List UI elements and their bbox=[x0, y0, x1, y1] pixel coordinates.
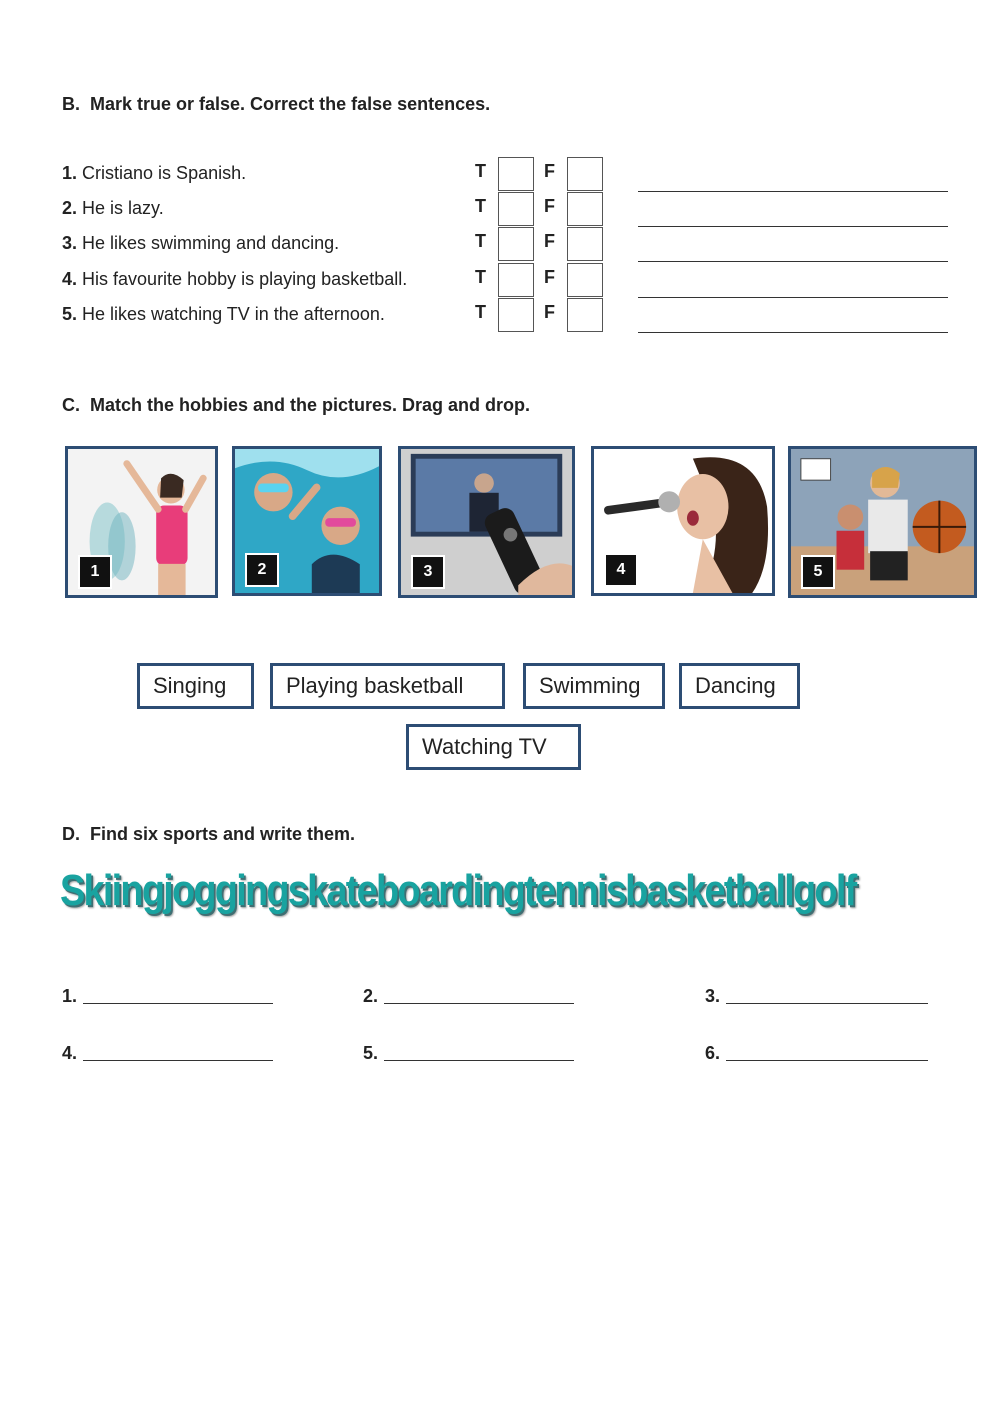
picture-number-badge: 4 bbox=[604, 553, 638, 587]
statement-text: Cristiano is Spanish. bbox=[82, 163, 247, 183]
false-label: F bbox=[544, 267, 555, 287]
true-label: T bbox=[475, 302, 486, 322]
correction-line[interactable] bbox=[638, 332, 948, 333]
choice-swimming[interactable]: Swimming bbox=[523, 663, 665, 709]
statement-text: His favourite hobby is playing basketball. bbox=[82, 269, 408, 289]
picture-number-badge: 3 bbox=[411, 555, 445, 589]
true-checkbox[interactable] bbox=[498, 192, 534, 226]
answer-blank-3[interactable] bbox=[705, 986, 928, 1007]
statement-text: He likes watching TV in the afternoon. bbox=[82, 304, 385, 324]
false-checkbox[interactable] bbox=[567, 298, 603, 332]
true-checkbox[interactable] bbox=[498, 263, 534, 297]
statement-number: 5. bbox=[62, 304, 78, 324]
true-checkbox[interactable] bbox=[498, 157, 534, 191]
answer-line[interactable] bbox=[726, 1003, 928, 1004]
answer-blank-6[interactable] bbox=[705, 1043, 928, 1064]
statement-number: 2. bbox=[62, 198, 78, 218]
statement-text: He is lazy. bbox=[82, 198, 164, 218]
true-false-row-1 bbox=[62, 157, 962, 193]
false-checkbox[interactable] bbox=[567, 192, 603, 226]
answer-blank-2[interactable] bbox=[363, 986, 574, 1007]
choice-watching-tv[interactable]: Watching TV bbox=[406, 724, 581, 770]
false-label: F bbox=[544, 161, 555, 181]
true-label: T bbox=[475, 161, 486, 181]
choice-dancing[interactable]: Dancing bbox=[679, 663, 800, 709]
section-b-heading bbox=[62, 94, 490, 115]
true-label: T bbox=[475, 196, 486, 216]
answer-blank-5[interactable] bbox=[363, 1043, 574, 1064]
statement-number: 4. bbox=[62, 269, 78, 289]
true-false-row-5 bbox=[62, 298, 962, 334]
false-checkbox[interactable] bbox=[567, 263, 603, 297]
answer-line[interactable] bbox=[83, 1060, 273, 1061]
picture-number-badge: 1 bbox=[78, 555, 112, 589]
section-d-heading bbox=[62, 824, 355, 845]
true-false-row-2 bbox=[62, 192, 962, 228]
picture-watching-tv[interactable] bbox=[398, 446, 575, 598]
choice-playing-basketball[interactable]: Playing basketball bbox=[270, 663, 505, 709]
picture-basketball[interactable] bbox=[788, 446, 977, 598]
word-snake-text: Skiingjoggingskateboardingtennisbasketballgolf bbox=[60, 866, 856, 915]
statement-number: 3. bbox=[62, 233, 78, 253]
picture-singing[interactable] bbox=[591, 446, 775, 596]
answer-blank-1[interactable] bbox=[62, 986, 273, 1007]
section-b-label: B. bbox=[62, 94, 80, 114]
section-c-label: C. bbox=[62, 395, 80, 415]
section-d-instruction: Find six sports and write them. bbox=[90, 824, 356, 844]
false-checkbox[interactable] bbox=[567, 227, 603, 261]
blank-number: 5. bbox=[363, 1043, 379, 1063]
true-checkbox[interactable] bbox=[498, 227, 534, 261]
section-c-instruction: Match the hobbies and the pictures. Drag and drop. bbox=[90, 395, 531, 415]
picture-number-badge: 2 bbox=[245, 553, 279, 587]
true-label: T bbox=[475, 231, 486, 251]
false-label: F bbox=[544, 302, 555, 322]
true-checkbox[interactable] bbox=[498, 298, 534, 332]
false-label: F bbox=[544, 196, 555, 216]
statement-text: He likes swimming and dancing. bbox=[82, 233, 340, 253]
section-d-label: D. bbox=[62, 824, 80, 844]
true-false-row-4 bbox=[62, 263, 962, 299]
answer-line[interactable] bbox=[384, 1003, 574, 1004]
true-false-row-3 bbox=[62, 227, 962, 263]
true-label: T bbox=[475, 267, 486, 287]
false-label: F bbox=[544, 231, 555, 251]
false-checkbox[interactable] bbox=[567, 157, 603, 191]
answer-line[interactable] bbox=[726, 1060, 928, 1061]
statement-number: 1. bbox=[62, 163, 78, 183]
section-b-instruction: Mark true or false. Correct the false sentences. bbox=[90, 94, 491, 114]
section-c-heading bbox=[62, 395, 530, 416]
choice-singing[interactable]: Singing bbox=[137, 663, 254, 709]
answer-line[interactable] bbox=[83, 1003, 273, 1004]
picture-swimming[interactable] bbox=[232, 446, 382, 596]
picture-number-badge: 5 bbox=[801, 555, 835, 589]
picture-dancing[interactable] bbox=[65, 446, 218, 598]
blank-number: 6. bbox=[705, 1043, 721, 1063]
blank-number: 4. bbox=[62, 1043, 78, 1063]
answer-line[interactable] bbox=[384, 1060, 574, 1061]
blank-number: 1. bbox=[62, 986, 78, 1006]
correction-line[interactable] bbox=[638, 261, 948, 262]
blank-number: 3. bbox=[705, 986, 721, 1006]
answer-blank-4[interactable] bbox=[62, 1043, 273, 1064]
blank-number: 2. bbox=[363, 986, 379, 1006]
